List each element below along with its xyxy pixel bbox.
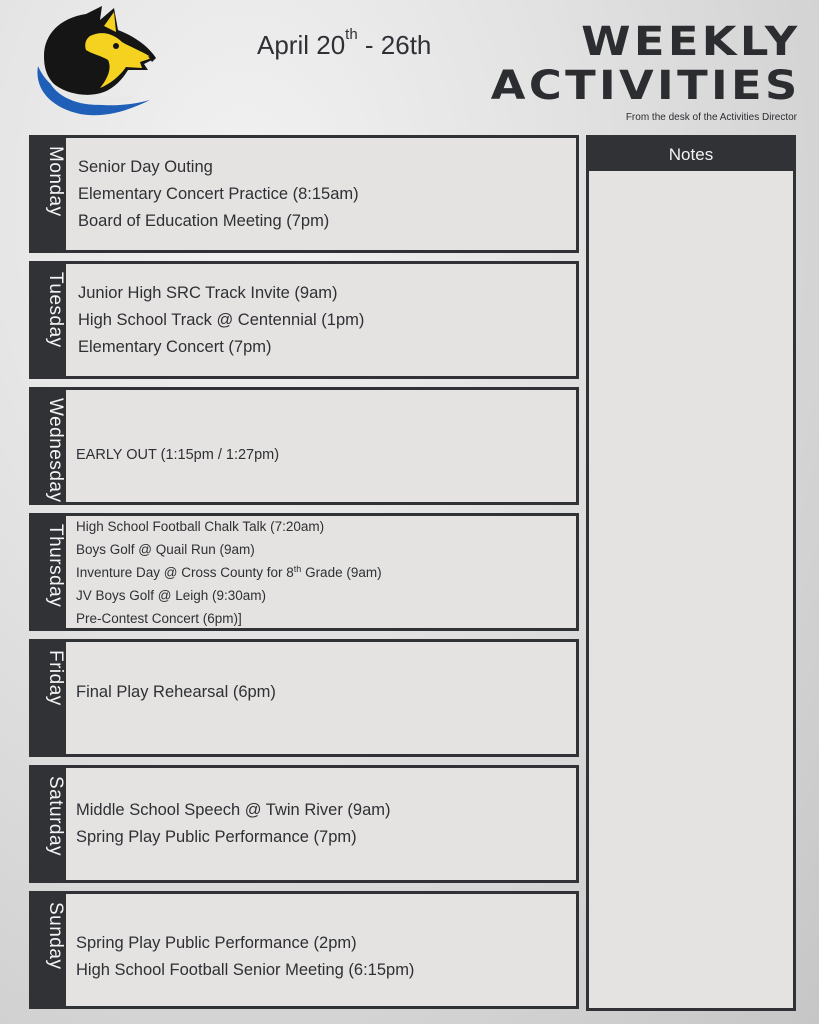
- event-item: EARLY OUT (1:15pm / 1:27pm): [76, 446, 280, 463]
- day-label-friday: Friday: [45, 650, 66, 706]
- notes-panel: [586, 135, 796, 1011]
- event-item: Spring Play Public Performance (2pm): [76, 934, 357, 952]
- day-tab: [32, 390, 66, 502]
- event-item: Pre-Contest Concert (6pm)]: [76, 610, 242, 626]
- event-item: Spring Play Public Performance (7pm): [76, 828, 357, 846]
- day-label-monday: Monday: [45, 146, 66, 217]
- day-card-monday: [29, 135, 579, 253]
- event-item: High School Track @ Centennial (1pm): [78, 310, 365, 329]
- event-item: Senior Day Outing: [78, 157, 213, 176]
- event-item: Middle School Speech @ Twin River (9am): [76, 801, 391, 819]
- day-card-wednesday: [29, 387, 579, 505]
- title-line-weekly: WEEKLY: [581, 19, 801, 65]
- day-card-sunday: [29, 891, 579, 1009]
- day-label-wednesday: Wednesday: [45, 398, 66, 503]
- day-label-thursday: Thursday: [45, 524, 66, 608]
- event-item: Inventure Day @ Cross County for 8th Grade (9am): [76, 563, 382, 580]
- day-label-tuesday: Tuesday: [45, 272, 66, 348]
- event-item: JV Boys Golf @ Leigh (9:30am): [76, 587, 267, 603]
- subtitle: From the desk of the Activities Director: [625, 112, 797, 123]
- title-line-activities: ACTIVITIES: [491, 63, 801, 109]
- day-tab: [32, 516, 66, 628]
- notes-heading: Notes: [589, 138, 793, 171]
- day-card-tuesday: [29, 261, 579, 379]
- day-tab: [32, 768, 66, 880]
- date-range: April 20th - 26th: [257, 26, 432, 60]
- day-card-friday: [29, 639, 579, 757]
- event-item: Elementary Concert (7pm): [78, 337, 272, 356]
- event-item: Elementary Concert Practice (8:15am): [78, 184, 359, 203]
- husky-logo-icon: [30, 4, 160, 118]
- day-tab: [32, 642, 66, 754]
- day-tab: [32, 264, 66, 376]
- day-tab: [32, 894, 66, 1006]
- page-title: [491, 20, 801, 108]
- day-card-saturday: [29, 765, 579, 883]
- day-card-thursday: [29, 513, 579, 631]
- day-tab: [32, 138, 66, 250]
- event-item: Boys Golf @ Quail Run (9am): [76, 541, 255, 557]
- day-label-sunday: Sunday: [45, 902, 66, 970]
- event-item: High School Football Chalk Talk (7:20am): [76, 518, 325, 534]
- event-item: Final Play Rehearsal (6pm): [76, 683, 276, 701]
- event-item: Junior High SRC Track Invite (9am): [78, 283, 338, 302]
- day-label-saturday: Saturday: [45, 776, 66, 857]
- event-item: High School Football Senior Meeting (6:15pm): [76, 961, 415, 979]
- event-item: Board of Education Meeting (7pm): [78, 211, 330, 230]
